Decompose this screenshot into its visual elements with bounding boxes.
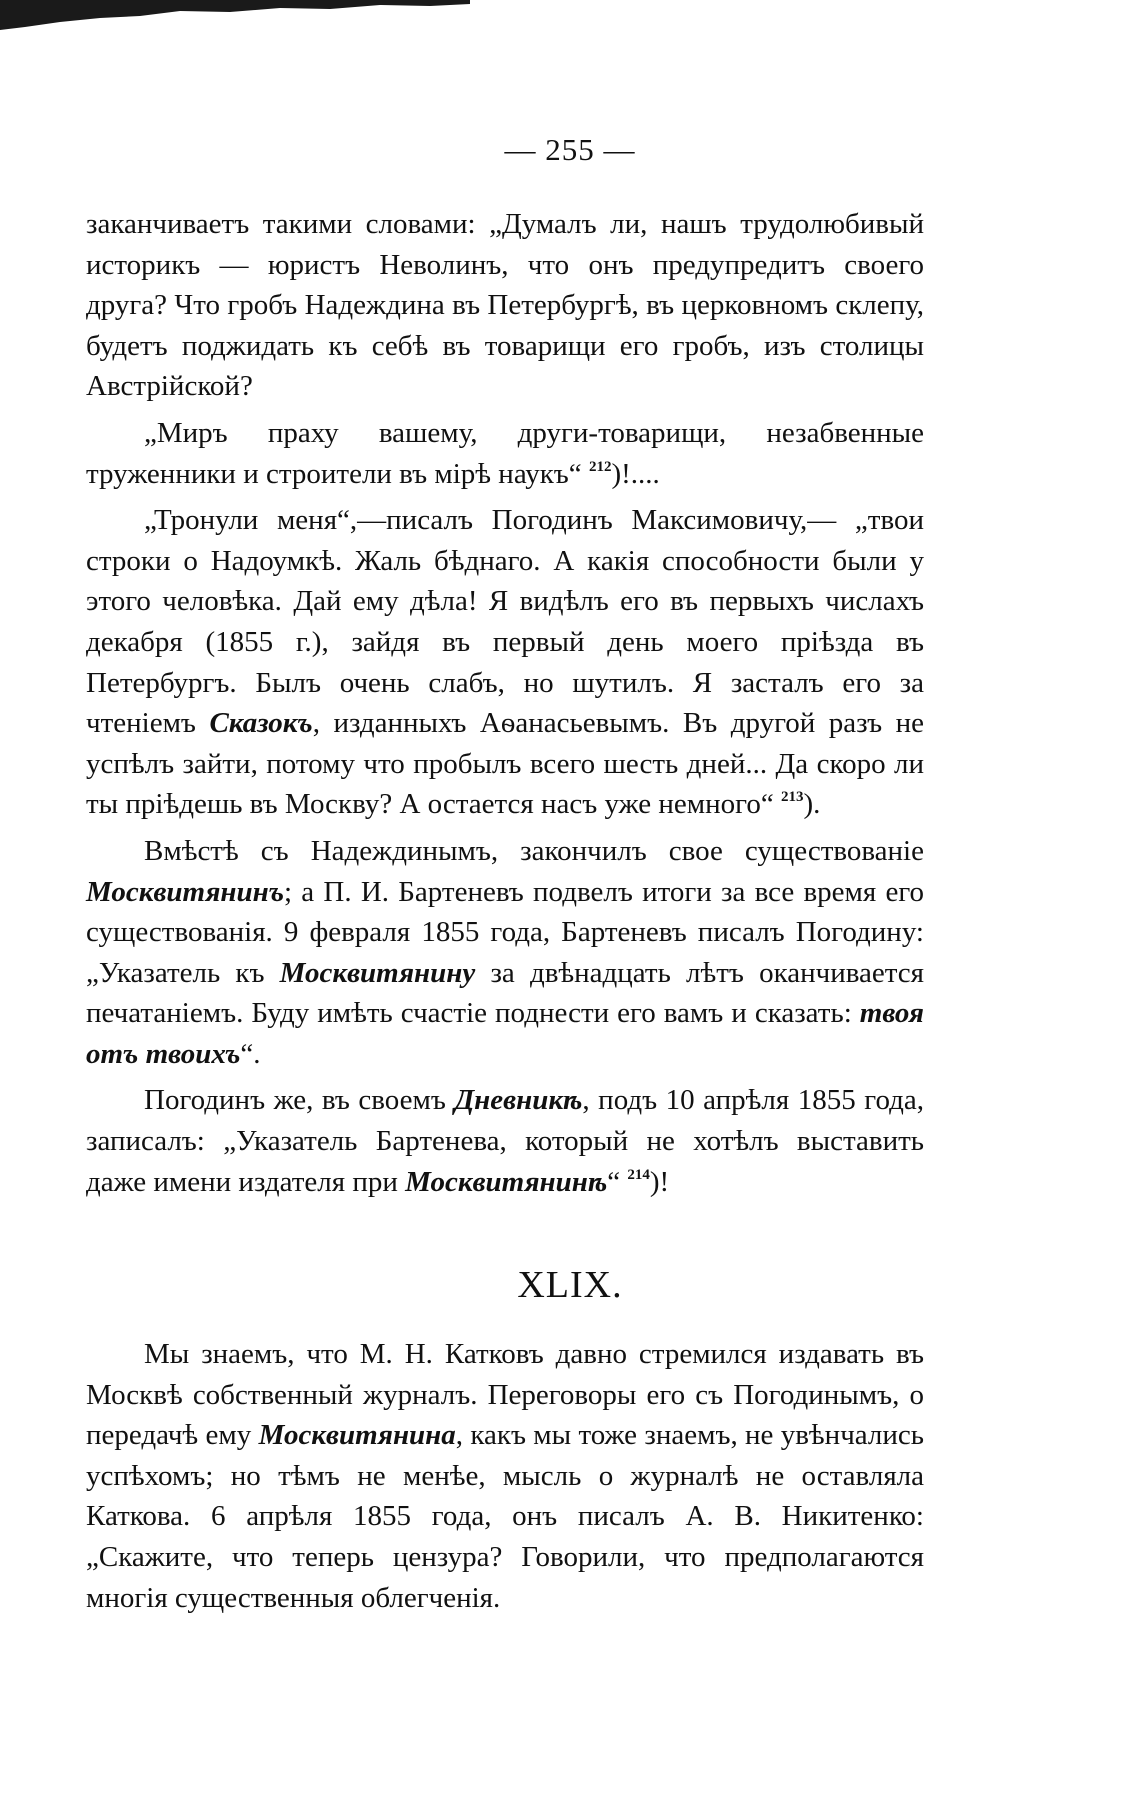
paragraph-text: , подъ 10 апрѣля 1855 года, записалъ: „Указатель Бартенева, который не хотѣлъ выставить даже имени издателя при [86, 1084, 924, 1198]
paragraph-text: ). [803, 788, 821, 821]
paragraph [86, 1080, 924, 1202]
paragraph [86, 1334, 924, 1618]
paragraph-text: за двѣнадцать лѣтъ оканчивается печатаніемъ. Буду имѣть счастіе поднести его вамъ и сказать: [86, 956, 925, 1030]
paragraph-text: „Тронули меня“,—писалъ Погодинъ Максимовичу,— „твои строки о Надоумкѣ. Жаль бѣднаго. А какія способности были у этого человѣка. Дай ему дѣла! Я видѣлъ его въ первыхъ числахъ декабря (1855 г.), зайдя въ первый день моего пріѣзда въ Петербургъ. Былъ очень слабъ, но шутилъ. Я засталъ его за чтеніемъ [86, 504, 924, 740]
paragraph-text: заканчиваетъ такими словами: „Думалъ ли, нашъ трудолюбивый историкъ — юристъ Неволинъ, что онъ предупредитъ своего друга? Что гробъ Надеждина въ Петербургѣ, въ церковномъ склепу, будетъ поджидать къ себѣ въ товарищи его гробъ, изъ столицы Австрійской? [86, 208, 924, 403]
paragraph-text: )! [649, 1165, 670, 1198]
paragraph [86, 413, 924, 494]
paragraph-text: „Миръ праху вашему, други-товарищи, незабвенные труженники и строители въ мірѣ наукъ“ [86, 416, 924, 490]
main-text-section [86, 204, 924, 1202]
paragraph-text: , изданныхъ Аѳанасьевымъ. Въ другой разъ не успѣлъ зайти, потому что пробылъ всего шесть дней... Да скоро ли ты пріѣдешь въ Москву? А остается насъ уже немного“ [86, 707, 925, 821]
italic-title: Сказокъ [209, 707, 313, 740]
paragraph-text: , какъ мы тоже знаемъ, не увѣнчались успѣхомъ; но тѣмъ не менѣе, мысль о журналѣ не оставляла Каткова. 6 апрѣля 1855 года, онъ писалъ А. В. Никитенко: „Скажите, что теперь цензура? Говорили, что предполагаются многія существенныя облегченія. [86, 1419, 924, 1614]
scan-edge-artifact [0, 0, 470, 30]
italic-title: Москвитянинѣ [405, 1165, 608, 1198]
page-number: — 255 — [504, 132, 636, 167]
italic-title: Москвитянина [258, 1419, 456, 1452]
footnote-ref: 213 [780, 789, 804, 806]
paragraph-text: )!.... [611, 457, 660, 490]
paragraph-text: “ [607, 1165, 621, 1198]
italic-title: Дневникѣ [454, 1084, 583, 1117]
paragraph-text: Погодинъ же, въ своемъ [144, 1084, 446, 1117]
chapter-text-section [86, 1334, 924, 1618]
footnote-ref: 212 [588, 458, 612, 475]
paragraph-text: Вмѣстѣ съ Надеждинымъ, закончилъ свое существованіе [144, 834, 924, 867]
italic-title: Москвитянину [279, 956, 476, 989]
paragraph [86, 831, 924, 1075]
italic-title: Москвитянинъ [86, 875, 284, 908]
paragraph-text: “. [240, 1037, 261, 1070]
paragraph-text: Мы знаемъ, что М. Н. Катковъ давно стремился издавать въ Москвѣ собственный журналъ. Переговоры его съ Погодинымъ, о передачѣ ему [86, 1338, 924, 1452]
chapter-heading: XLIX. [517, 1264, 623, 1306]
footnote-ref: 214 [627, 1166, 650, 1183]
paragraph [86, 204, 924, 407]
italic-phrase: твоя отъ твоихъ [86, 997, 924, 1070]
paragraph-text: ; а П. И. Бартеневъ подвелъ итоги за все время его существованія. 9 февраля 1855 года, Бартеневъ писалъ Погодину: „Указатель къ [86, 875, 924, 989]
paragraph [86, 500, 924, 825]
